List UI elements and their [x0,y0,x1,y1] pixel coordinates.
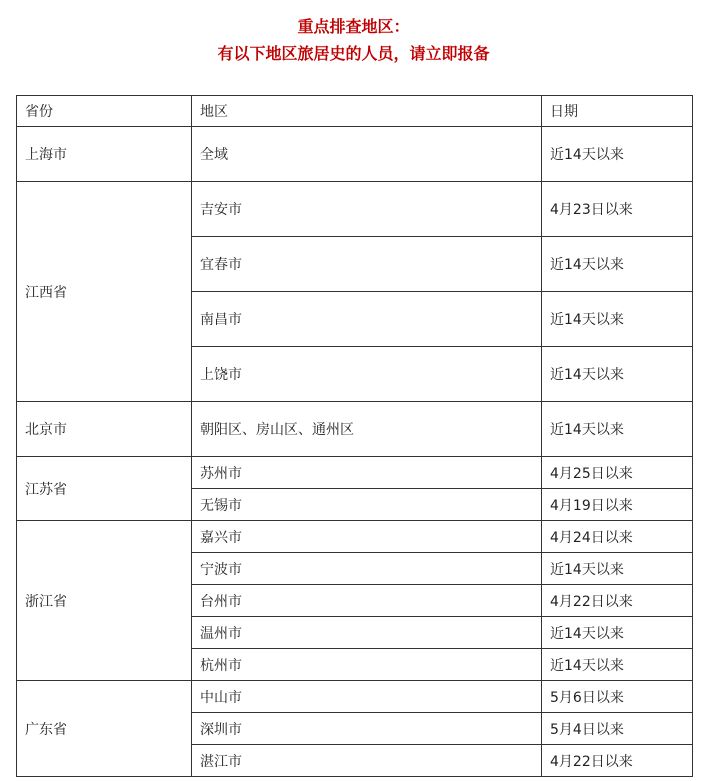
date-cell: 近14天以来 [542,127,693,182]
date-cell: 4月19日以来 [542,489,693,521]
date-cell: 4月25日以来 [542,457,693,489]
area-cell: 宁波市 [192,553,542,585]
date-cell: 近14天以来 [542,237,693,292]
province-cell: 江西省 [17,182,192,402]
date-cell: 近14天以来 [542,649,693,681]
province-cell: 江苏省 [17,457,192,521]
area-cell: 苏州市 [192,457,542,489]
area-cell: 台州市 [192,585,542,617]
area-cell: 杭州市 [192,649,542,681]
area-cell: 湛江市 [192,745,542,777]
date-cell: 4月24日以来 [542,521,693,553]
date-cell: 4月22日以来 [542,585,693,617]
area-cell: 宜春市 [192,237,542,292]
page-title: 重点排查地区： [297,17,410,36]
area-cell: 温州市 [192,617,542,649]
area-cell: 南昌市 [192,292,542,347]
date-cell: 近14天以来 [542,402,693,457]
province-cell: 广东省 [17,681,192,777]
table-row [17,127,693,182]
date-cell: 近14天以来 [542,347,693,402]
risk-area-table [16,95,693,777]
date-cell: 5月6日以来 [542,681,693,713]
header-area: 地区 [192,96,542,127]
area-cell: 深圳市 [192,713,542,745]
header-province: 省份 [17,96,192,127]
date-cell: 4月22日以来 [542,745,693,777]
area-cell: 吉安市 [192,182,542,237]
area-cell: 嘉兴市 [192,521,542,553]
province-cell: 上海市 [17,127,192,182]
table-row [17,457,693,489]
area-cell: 无锡市 [192,489,542,521]
area-cell: 全域 [192,127,542,182]
page-subtitle: 有以下地区旅居史的人员，请立即报备 [217,44,490,63]
header-date: 日期 [542,96,693,127]
table-row [17,521,693,553]
area-cell: 中山市 [192,681,542,713]
date-cell: 近14天以来 [542,292,693,347]
table-row [17,182,693,237]
table-header-row [17,96,693,127]
table-row [17,681,693,713]
area-cell: 朝阳区、房山区、通州区 [192,402,542,457]
table-row [17,402,693,457]
date-cell: 近14天以来 [542,617,693,649]
date-cell: 5月4日以来 [542,713,693,745]
province-cell: 北京市 [17,402,192,457]
province-cell: 浙江省 [17,521,192,681]
date-cell: 近14天以来 [542,553,693,585]
date-cell: 4月23日以来 [542,182,693,237]
area-cell: 上饶市 [192,347,542,402]
